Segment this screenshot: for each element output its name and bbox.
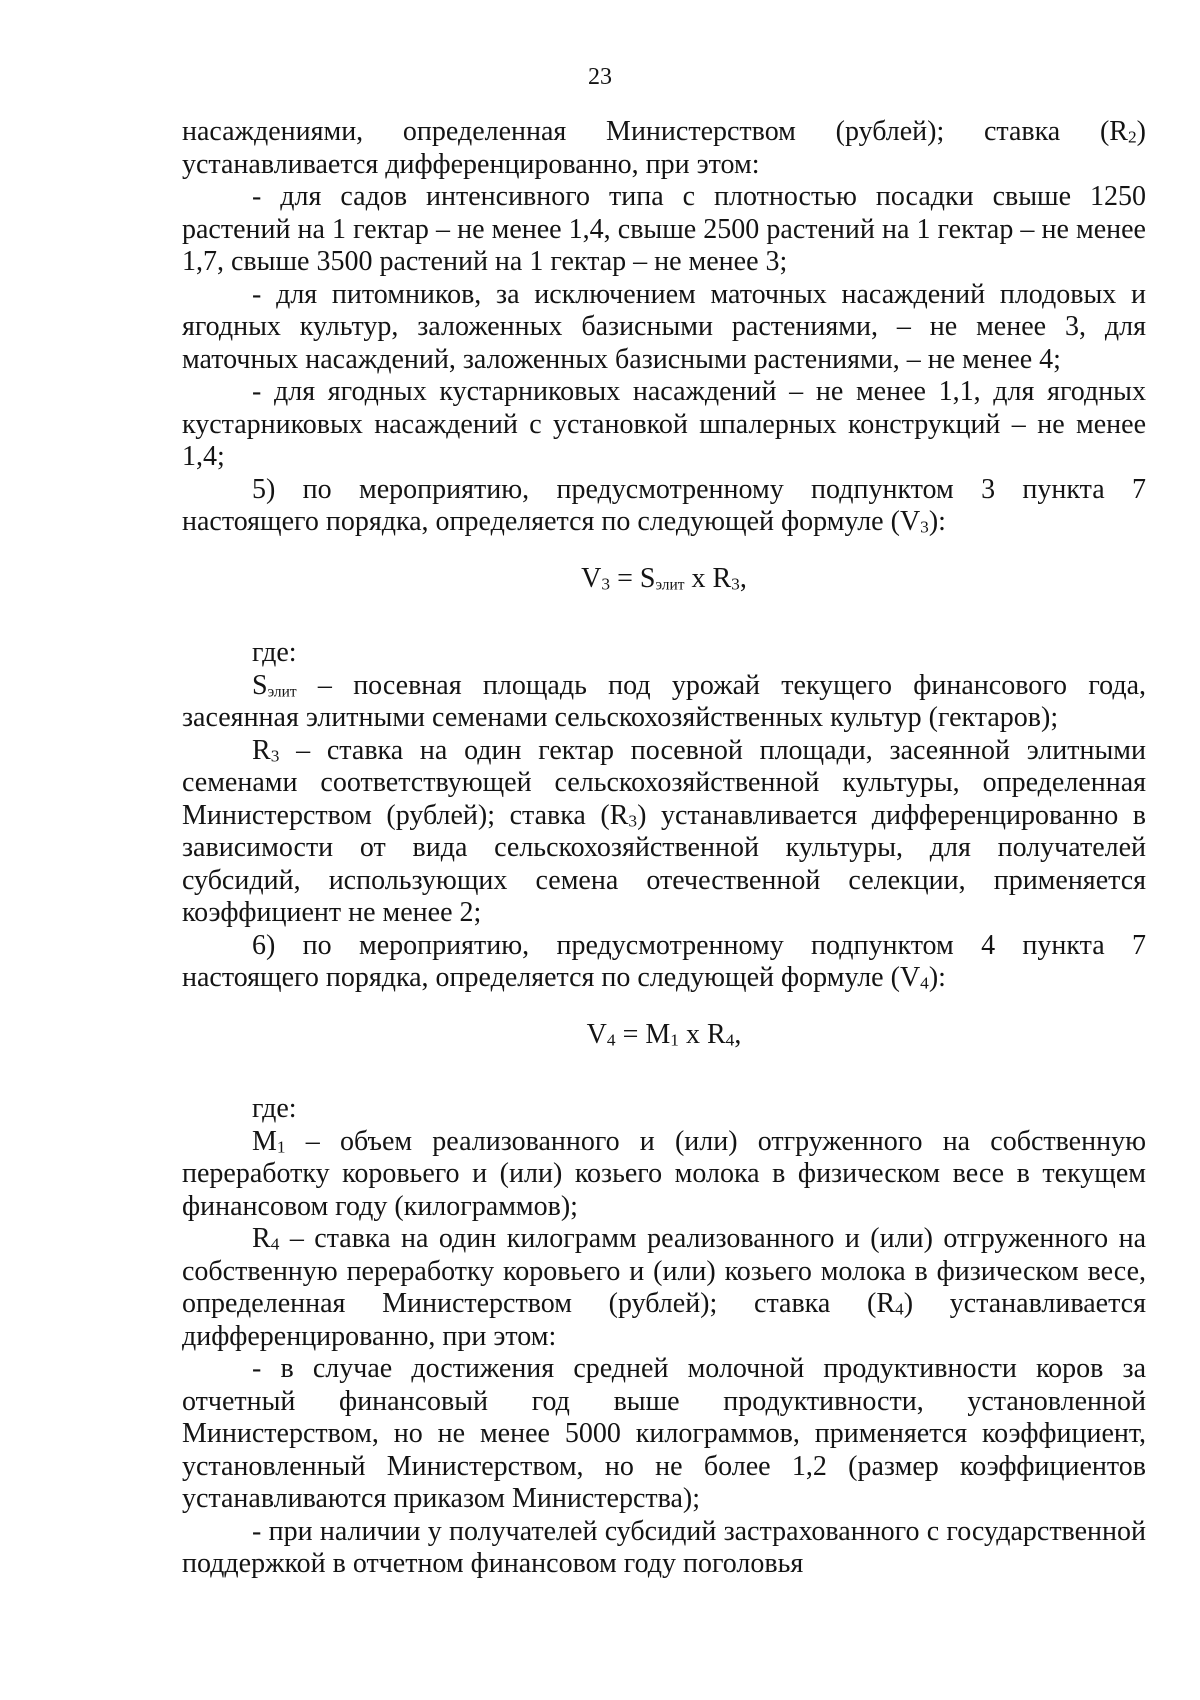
subscript: 3 — [270, 746, 280, 766]
formula-part: V — [581, 562, 602, 594]
subscript: элит — [655, 575, 685, 593]
paragraph-text: ): — [928, 506, 946, 537]
paragraph-text: насаждениями, определенная Министерством (рублей); ставка (R — [182, 116, 1128, 147]
subscript: 3 — [731, 574, 740, 594]
where-label: где: — [252, 1093, 297, 1124]
subscript: 4 — [895, 1299, 904, 1319]
paragraph-text: R — [252, 1223, 271, 1254]
paragraph-text: – посевная площадь под урожай текущего финансового года, засеянная элитными семенами сельскохозяйственных культур (гектаров); — [182, 669, 1146, 733]
definition-r3 — [182, 735, 1146, 930]
subscript: 4 — [606, 1030, 616, 1050]
subscript: 1 — [276, 1137, 286, 1157]
subscript: 2 — [1127, 127, 1137, 147]
paragraph-text: 6) по мероприятию, предусмотренному подпунктом 4 пункта 7 настоящего порядка, определяется по следующей формуле (V — [182, 929, 1146, 993]
paragraph-text: ): — [928, 962, 946, 993]
subscript: 3 — [920, 517, 929, 537]
paragraph-text: – ставка на один килограмм реализованного и (или) отгруженного на собственную переработку коровьего и (или) козьего молока в физическом весе, определенная Министерством (рублей); ставка (R — [182, 1223, 1146, 1319]
paragraph-rate-r2 — [182, 116, 1146, 181]
subscript: элит — [267, 682, 297, 700]
paragraph-item-5 — [182, 474, 1146, 539]
subscript: 3 — [628, 811, 638, 831]
list-item-insured-livestock: - при наличии у получателей субсидий застрахованного с государственной поддержкой в отчетном финансовом году поголовья — [182, 1515, 1146, 1579]
definition-s-elite — [182, 670, 1146, 735]
paragraph-text: M — [252, 1125, 277, 1157]
where-label: где: — [252, 637, 297, 668]
list-item-milk-productivity: - в случае достижения средней молочной продуктивности коров за отчетный финансовый год выше продуктивности, установленной Министерством, но не менее 5000 килограммов, применяется коэффициент, установленный Министерством, но не более 1,2 (размер коэффициентов устанавливаются приказом Министерства); — [182, 1353, 1146, 1514]
definition-r4 — [182, 1223, 1146, 1353]
paragraph-text: – ставка на один гектар посевной площади, засеянной элитными семенами соответствующей сельскохозяйственной культуры, определенная Министерством (рублей); ставка (R — [182, 734, 1146, 831]
list-item-nurseries: - для питомников, за исключением маточных насаждений плодовых и ягодных культур, заложенных базисными растениями, – не менее 3, для маточных насаждений, заложенных базисными растениями, – не менее 4; — [182, 278, 1146, 375]
subscript: 4 — [270, 1234, 280, 1254]
list-item-intensive-gardens: - для садов интенсивного типа с плотностью посадки свыше 1250 растений на 1 гектар – не менее 1,4, свыше 2500 растений на 1 гектар – не менее 1,7, свыше 3500 растений на 1 гектар – не менее 3; — [182, 181, 1146, 277]
formula-part: V — [586, 1018, 607, 1050]
document-body — [182, 116, 1146, 1581]
paragraph-text: 5) по мероприятию, предусмотренному подпунктом 3 пункта 7 настоящего порядка, определяется по следующей формуле (V — [182, 473, 1146, 537]
paragraph-text: ) устанавливается дифференцированно в зависимости от вида сельскохозяйственной культуры, для получателей субсидий, использующих семена отечественной селекции, применяется коэффициент не менее 2; — [182, 799, 1146, 928]
subscript: 4 — [920, 973, 929, 993]
definition-m1 — [182, 1126, 1146, 1224]
page-number: 23 — [588, 64, 612, 90]
formula-v4 — [182, 1019, 1146, 1052]
subscript: 1 — [670, 1030, 679, 1050]
formula-part: = M — [615, 1018, 671, 1050]
formula-v3 — [182, 563, 1146, 596]
paragraph-text: R — [252, 734, 271, 766]
formula-part: = S — [610, 562, 656, 594]
subscript: 3 — [601, 574, 611, 594]
list-item-berry-bushes: - для ягодных кустарниковых насаждений – не менее 1,1, для ягодных кустарниковых насаждений с установкой шпалерных конструкций – не менее 1,4; — [182, 376, 1146, 472]
paragraph-text: ) устанавливается дифференцированно, при этом: — [182, 116, 1146, 180]
subscript: 4 — [725, 1030, 735, 1050]
formula-part: x R — [684, 562, 732, 594]
paragraph-text: S — [252, 669, 268, 701]
formula-part: , — [734, 1018, 742, 1050]
formula-part: , — [739, 562, 747, 594]
paragraph-item-6 — [182, 930, 1146, 995]
paragraph-text: ) устанавливается дифференцированно, при этом: — [182, 1288, 1146, 1352]
formula-part: x R — [678, 1018, 726, 1050]
paragraph-text: – объем реализованного и (или) отгруженного на собственную переработку коровьего и (или) козьего молока в физическом весе в текущем финансовом году (килограммов); — [182, 1125, 1146, 1222]
